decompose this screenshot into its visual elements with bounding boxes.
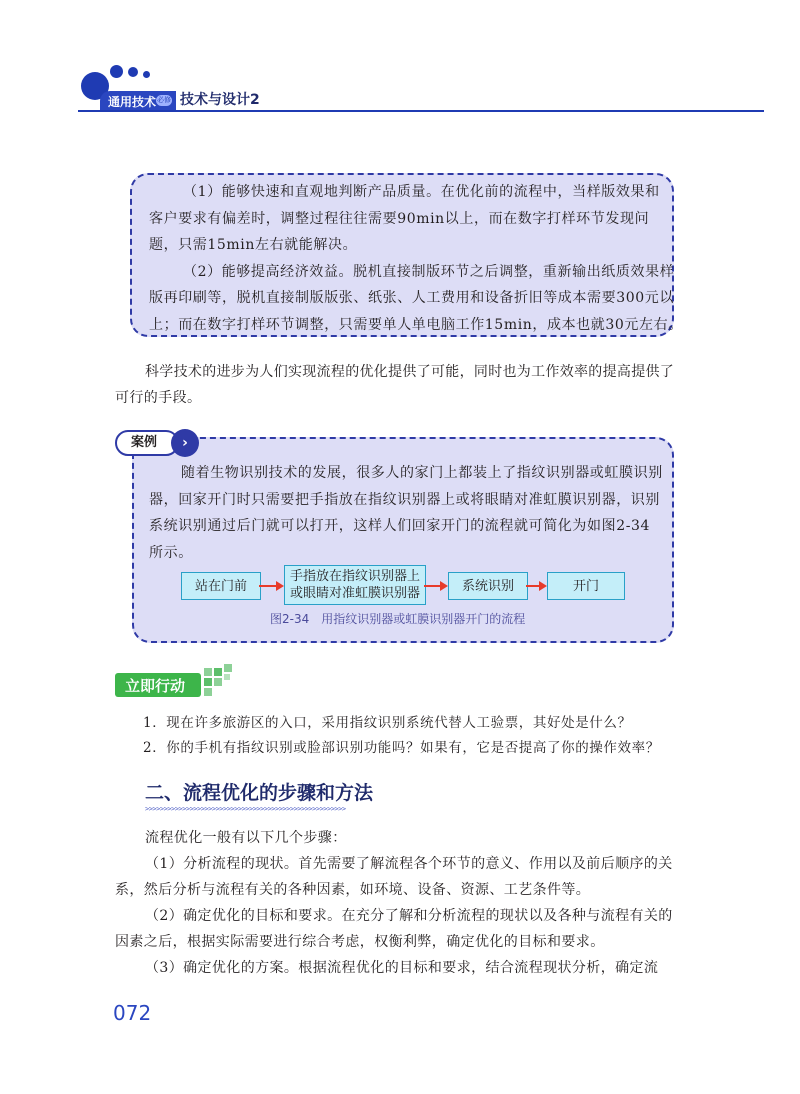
text-line: 客户要求有偏差时，调整过程往往需要90min以上，而在数字打样环节发现问 bbox=[149, 210, 650, 227]
text-line: （1）能够快速和直观地判断产品质量。在优化前的流程中，当样版效果和 bbox=[183, 184, 660, 200]
text-line: 系，然后分析与流程有关的各种因素，如环境、设备、资源、工艺条件等。 bbox=[115, 882, 591, 898]
flow-step-scan bbox=[284, 565, 426, 605]
flow-step-recognize: 系统识别 bbox=[448, 572, 528, 600]
text-line: （1）分析流程的现状。首先需要了解流程各个环节的意义、作用以及前后顺序的关 bbox=[145, 856, 673, 872]
flow-step-open: 开门 bbox=[547, 572, 625, 600]
page-number: 072 bbox=[113, 1001, 152, 1025]
book-title: 技术与设计2 bbox=[180, 92, 260, 108]
chevron-right-icon: › bbox=[171, 429, 199, 457]
series-label: 通用技术 bbox=[108, 95, 157, 109]
text-line: （2）能够提高经济效益。脱机直接制版环节之后调整，重新输出纸质效果样 bbox=[183, 263, 675, 280]
text-line: （3）确定优化的方案。根据流程优化的目标和要求，结合流程现状分析，确定流 bbox=[145, 960, 659, 976]
text-line: 系统识别通过后门就可以打开，这样人们回家开门的流程就可简化为如图2-34 bbox=[149, 518, 651, 534]
series-tag: 必修 bbox=[157, 96, 171, 104]
intro-line: 科学技术的进步为人们实现流程的优化提供了可能，同时也为工作效率的提高提供了 bbox=[145, 364, 675, 380]
steps-intro: 流程优化一般有以下几个步骤： bbox=[145, 830, 347, 846]
figure-caption: 图2-34 用指纹识别器或虹膜识别器开门的流程 bbox=[270, 612, 526, 626]
text-line: （2）确定优化的目标和要求。在充分了解和分析流程的现状以及各种与流程有关的 bbox=[145, 908, 673, 924]
arrow-right-icon bbox=[259, 585, 278, 587]
series-badge bbox=[100, 91, 176, 110]
intro-line: 可行的手段。 bbox=[115, 390, 202, 406]
arrow-right-icon bbox=[424, 585, 442, 587]
case-label: 案例 bbox=[115, 430, 179, 456]
text-line: 所示。 bbox=[149, 544, 193, 561]
header-rule bbox=[78, 110, 764, 112]
text-line: 因素之后，根据实际需要进行综合考虑，权衡利弊，确定优化的目标和要求。 bbox=[115, 934, 605, 950]
flow-step-scan-line2: 或眼睛对准虹膜识别器 bbox=[289, 586, 420, 601]
text-line: 题，只需15min左右就能解决。 bbox=[149, 237, 358, 253]
case-tag bbox=[115, 428, 195, 458]
arrow-right-icon bbox=[526, 585, 541, 587]
section-divider: >>>>>>>>>>>>>>>>>>>>>>>>>>>>>>>>>>>>>>>>>>>>>>>>>>>>>> bbox=[145, 805, 346, 813]
question-2: 2．你的手机有指纹识别或脸部识别功能吗？如果有，它是否提高了你的操作效率？ bbox=[143, 740, 660, 756]
action-banner bbox=[115, 673, 201, 697]
text-line: 器，回家开门时只需要把手指放在指纹识别器上或将眼睛对准虹膜识别器，识别 bbox=[149, 491, 660, 508]
text-line: 版再印刷等，脱机直接制版版张、纸张、人工费用和设备折旧等成本需要300元以 bbox=[149, 290, 674, 306]
flow-step-stand: 站在门前 bbox=[181, 572, 261, 600]
action-label: 立即行动 bbox=[125, 677, 186, 695]
question-1: 1．现在许多旅游区的入口，采用指纹识别系统代替人工验票，其好处是什么？ bbox=[143, 715, 632, 731]
section-title: 二、流程优化的步骤和方法 bbox=[145, 782, 374, 804]
text-line: 上；而在数字打样环节调整，只需要单人单电脑工作15min，成本也就30元左右。 bbox=[149, 316, 683, 333]
flow-step-scan-line1: 手指放在指纹识别器上 bbox=[289, 569, 420, 584]
text-line: 随着生物识别技术的发展，很多人的家门上都装上了指纹识别器或虹膜识别 bbox=[181, 465, 663, 481]
